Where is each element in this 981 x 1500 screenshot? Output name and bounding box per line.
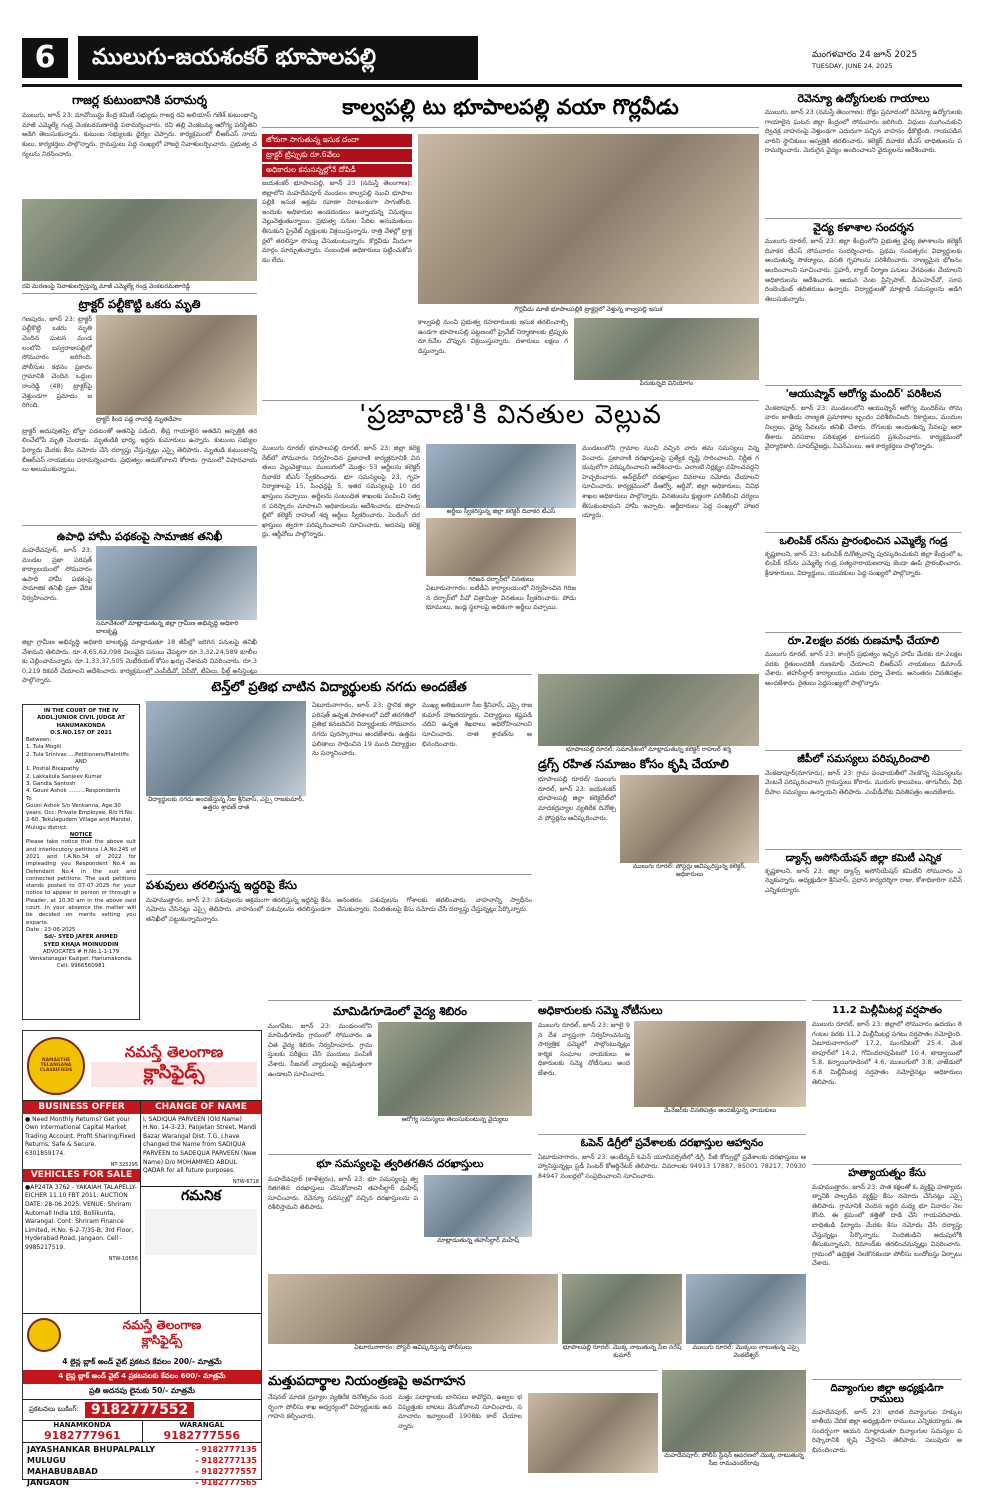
tenth-body-2: ముఖ్య అతిథులుగా సీఐ శ్రీనివాస్, ఎస్సై రాజకుమార్ హాజరయ్యారు. విద్యార్థులు కష్టపడి చదివి ఉన్నత శిఖరాలు అధిరోహించాలని సూచించారు. దాత శ్రావణ్‌ను అభినందించారు.	[422, 701, 532, 748]
tenth-headline: టెన్త్‌లో ప్రతిభ చాటిన విద్యార్థులకు నగదు అందజేత	[211, 680, 467, 695]
article-10-headline: డ్యాన్స్ అసోసియేషన్ జిల్లా కమిటీ ఎన్నిక	[765, 849, 962, 867]
rate-line-3: ప్రతి అదనపు లైనుకు 50/- మాత్రమే	[89, 1386, 195, 1395]
bottom-photo-4	[662, 1370, 806, 1452]
date-telugu: మంగళవారం 24 జూన్ 2025	[812, 50, 918, 60]
masthead-rule	[22, 84, 962, 87]
rate-line-1: 4 లైన్ల బ్లాక్ అండ్ వైట్ ప్రకటన కేవలం 200/- మాత్రమే	[62, 1357, 222, 1366]
article-4-body: ములుగు, జూన్ 23 (నమస్తే తెలంగాణ): రోడ్డు ప్రమాదంలో రెవెన్యూ ఉద్యోగులకు గాయాలైన ఘటన జిల్లా కేంద్రంలో సోమవారం జరిగింది. విధులు ముగించుకుని ద్విచక్ర వాహనంపై వెళ్తుండగా ఎదురుగా వచ్చిన వాహనం ఢీకొట్టింది. గాయపడిన వారిని స్థానికులు ఆస్పత్రికి తరలించారు. కలెక్టర్ దివాకర టీఎస్ బాధితులను పరామర్శించారు. మెరుగైన వైద్యం అందించాలని వైద్యులను ఆదేశించారు.	[765, 108, 962, 155]
open-degree-story	[538, 1134, 806, 1200]
legal-to-address: Gouni Ashok S/o Venkanna, Age:30 years, Occ: Private Employee, R/o H.No. 2-60, Tekulagudem Village and Mandal, Mulugu district.	[26, 802, 134, 831]
lead-headline: కాల్వపల్లి టు భూపాలపల్లి వయా గొర్లవీడు	[262, 90, 759, 128]
prajavani-photo-2	[426, 518, 576, 576]
classifieds-emblem-2	[27, 1318, 61, 1352]
classifieds-brand-2-sub: క్లాసిఫైడ్స్	[141, 1332, 183, 1347]
warangal-phone: 9182777556	[163, 1429, 241, 1442]
office-row: JAYASHANKAR BHUPALPALLY - 9182777135	[27, 1445, 257, 1454]
article-9-headline: జీపీలో సమస్యలు పరిష్కరించాలి	[765, 750, 962, 769]
lead-body-2: కాల్వపల్లి నుంచి ప్రభుత్వ రహదారులకు ఇసుక తరలించాల్సి ఉండగా భూపాలపల్లి పట్టణంలో ప్రైవేట్ నిర్మాణాలకు ట్రిప్పుకు రూ.6వేల చొప్పున విక్రయిస్తున్నారు. దళారులు లక్షలు గడిస్తున్నారు.	[418, 318, 568, 355]
classifieds-emblem	[27, 1037, 85, 1095]
land-photo	[424, 1175, 532, 1237]
classifieds-block	[22, 1030, 262, 1487]
cattle-story	[146, 874, 532, 990]
notice-caption: మేనేజర్‌కు వినతిపత్రం అందజేస్తున్న నాయకులు	[634, 1107, 806, 1115]
article-1-headline: గాజర్ల కుటుంబానికి పరామర్శ	[72, 93, 207, 107]
legal-r3: 3. Gandla Santosh	[26, 780, 76, 787]
bottom-photo-strip	[268, 1274, 806, 1368]
article-10-body: కృష్ణకాలని, జూన్ 23: జిల్లా డ్యాన్స్ అసోసియేషన్ కమిటీని సోమవారం ఎన్నుకున్నారు. అధ్యక్షుడిగా శ్రీనివాస్, ప్రధాన కార్యదర్శిగా రాజు, కోశాధికారిగా నవీన్ ఎన్నికయ్యారు.	[765, 866, 962, 895]
drug-headline: డ్రగ్స్ రహిత సమాజం కోసం కృషి చేయాలి	[538, 757, 729, 771]
article-1-photo	[22, 199, 257, 281]
rain-headline: 11.2 మిల్లీమీటర్ల వర్షపాతం	[812, 1000, 962, 1020]
cattle-headline: పశువులు తరలిస్తున్న ఇద్దరిపై కేసు	[146, 878, 297, 892]
classifieds-brand-2: నమస్తే తెలంగాణ	[122, 1318, 202, 1333]
disabled-body: మహదేవపూర్, జూన్ 23: భారత దివ్యాంగుల హక్కుల జాతీయ వేదిక జిల్లా అధ్యక్షుడిగా రాములు ఎన్నికయ్యారు. ఈ సందర్భంగా ఆయన మాట్లాడుతూ దివ్యాంగుల సమస్యల పరిష్కారానికి కృషి చేస్తానని తెలిపారు. పలువురు అభినందించారు.	[812, 1407, 962, 1454]
left-column	[22, 90, 257, 696]
drug-photo-2	[620, 775, 759, 863]
vehicles-code: NTW-10656	[108, 1255, 138, 1262]
legal-date: Date : 23-06-2025	[26, 926, 76, 933]
medical-headline: మామిడిగూడెంలో వైద్య శిబిరం	[333, 1004, 467, 1018]
article-5-body: ములుగు రూరల్, జూన్ 23: జిల్లా కేంద్రంలోని ప్రభుత్వ వైద్య కళాశాలను కలెక్టర్ దివాకర టీఎస్ సోమవారం సందర్శించారు. ప్రథమ సంవత్సరం విద్యార్థులకు అందుతున్న సౌకర్యాలు, వసతి గృహాలను పరిశీలించారు. నాణ్యమైన భోజనం అందించాలని సూచించారు. ప్రహరీ, ల్యాబ్ నిర్మాణ పనులు వేగవంతం చేయాలని అధికారులను ఆదేశించారు. ఆయన వెంట ప్రిన్సిపాల్, డీఎంహెచ్‌వో, సూపరింటెండెంట్ తదితరులు ఉన్నారు. విద్యార్థులతో మాట్లాడి సమస్యలను అడిగి తెలుసుకున్నారు.	[765, 237, 962, 303]
drug-caption: భూపాలపల్లి రూరల్: సమావేశంలో మాట్లాడుతున్న కలెక్టర్ రాహుల్ శర్మ	[538, 746, 759, 754]
divider	[22, 525, 257, 526]
article-9-body: వెంకటాపూర్(నూగూరు), జూన్ 23: గ్రామ పంచాయతీలో నెలకొన్న సమస్యలను వెంటనే పరిష్కరించాలని గ్రామస్తులు కోరారు. మురుగు కాలువలు, తాగునీరు, వీధి దీపాల సమస్యలు ఉన్నాయని తెలిపారు. ఎంపీడీవోకు వినతిపత్రం అందజేశారు.	[765, 768, 962, 797]
lead-photo-2-caption: పేరుకున్నది వినియోగం	[574, 380, 759, 388]
prajavani-body-3: మండలంలోని గ్రామాల నుంచి వచ్చిన వారు తమ సమస్యలు విన్నవించారు. ప్రజావాణి దరఖాస్తులపై ప్రత్యేక దృష్టి సారించాలని, నిర్ణీత గడువులోగా పరిష్కరించాలని ఆదేశించారు. ఎలాంటి నిర్లక్ష్యం వహించవద్దని హెచ్చరించారు. ఆన్‌లైన్‌లో దరఖాస్తుల వివరాలు నమోదు చేయాలని సూచించారు. కార్యక్రమంలో డీఆర్వో, ఆర్డీవో, జిల్లా అధికారులు, వివిధ శాఖల అధికారులు పాల్గొన్నారు. వినతులను క్షుణ్ణంగా పరిశీలించి చర్యలు తీసుకుంటామని హామీ ఇచ్చారు. అర్జీదారులు పెద్ద సంఖ్యలో హాజరయ్యారు.	[582, 444, 759, 520]
notice-body: ములుగు రూరల్, జూన్ 23: జూలై 9న దేశ వ్యాప్తంగా నిర్వహించనున్న సార్వత్రిక సమ్మెలో పాల్గొంటున్నట్లు కార్మిక సంఘాల నాయకులు అధికారులకు సమ్మె నోటీసులు అందజేశారు.	[538, 1021, 630, 1078]
murder-headline: హత్యాయత్నం కేసు	[812, 1164, 962, 1183]
legal-between: Between:	[26, 737, 52, 744]
notice-photo	[634, 1021, 806, 1107]
cattle-body-1: మహముత్తారం, జూన్ 23: పశువులను అక్రమంగా తరలిస్తున్న ఇద్దరిపై కేసు నమోదు చేసినట్లు ఎస్సై తెలిపారు. వాహనంలో పశువులను తరలిస్తుండగా తనిఖీలో పట్టుకున్నామన్నారు.	[146, 895, 331, 923]
office-row: MULUGU - 9182777135	[27, 1456, 257, 1465]
change-of-name-heading: CHANGE OF NAME	[141, 1101, 261, 1114]
rate-line-2: 4 లైన్ల బ్లాక్ అండ్ వైట్ 4 ప్రకటనలకు కేవలం 600/- మాత్రమే	[23, 1370, 261, 1384]
tenth-caption: విద్యార్థులకు నగదు అందజేస్తున్న సీఐ శ్రీనివాస్, ఎస్సై రాజకుమార్, ఉత్తరం శ్రావణ్ దాత	[147, 796, 305, 812]
page-date	[812, 50, 962, 72]
article-7-headline: ఒలింపిక్ రన్‌ను ప్రారంభించిన ఎమ్మెల్యే గండ్ర	[765, 532, 962, 550]
drug-story	[538, 674, 759, 914]
classifieds-brand: నమస్తే తెలంగాణ	[124, 1042, 224, 1061]
article-2-caption: ట్రాక్టర్ కింద పడ్డ రాంరెడ్డి మృతదేహం	[96, 415, 257, 424]
legal-notice	[22, 704, 140, 1020]
legal-and: AND	[75, 759, 87, 766]
legal-os: O.S.NO.157 OF 2021	[50, 729, 112, 736]
office-row: MAHABUBABAD - 9182777557	[27, 1467, 257, 1476]
page-number: 6	[22, 38, 68, 78]
bottom-photo-3	[686, 1274, 806, 1344]
legal-court: IN THE COURT OF THE IV ADDL.JUNIOR CIVIL JUDGE AT HANUMAKONDA	[37, 708, 125, 729]
legal-r1: 1. Poshal Bixapathy	[26, 766, 80, 773]
article-3-lead: మహదేవపూర్, జూన్ 23: మండల ప్రజా పరిషత్ కార్యాలయంలో సోమవారం ఉపాధి హామీ పథకంపై సామాజిక తనిఖీ ప్రజా వేదిక నిర్వహించారు.	[22, 545, 92, 602]
tenth-story	[146, 674, 532, 870]
legal-sig1: Sd/- SYED JAFER AHMED	[44, 934, 118, 941]
land-body: మహదేవపూర్ (కాళేశ్వరం), జూన్ 23: భూ సమస్యలపై త్వరితగతిన దరఖాస్తులు చేసుకోవాలని తహసీల్దార్ మహేష్ సూచించారు. రెవెన్యూ సదస్సుల్లో వచ్చిన దరఖాస్తులను పరిశీలిస్తామని తెలిపారు.	[268, 1174, 418, 1212]
change-of-name-code: NTW-6718	[232, 1178, 259, 1185]
change-of-name-body: I, SADIQUA PARVEEN (Old Name) H.No. 14-3-23, Panjetan Street, Mandi Bazar Warangal Dist. T.G. I have changed the Name from SADIQUA PARVEEN to SADEQUA PARVEEN (New Name) D/o MOHAMMED ABDUL QADAR for all future purposes.	[143, 1115, 257, 1175]
legal-p1: 1. Tula Mogili	[26, 744, 62, 751]
article-7-body: కృష్ణకాలని, జూన్ 23: ఒలింపిక్ దినోత్సవాన్ని పురస్కరించుకుని జిల్లా కేంద్రంలో ఒలింపిక్ రన్‌ను ఎమ్మెల్యే గండ్ర సత్యనారాయణరావు జెండా ఊపి ప్రారంభించారు. క్రీడాకారులు, విద్యార్థులు, యువకులు పెద్ద సంఖ్యలో పాల్గొన్నారు.	[765, 549, 962, 577]
bottom-photo-4-wrap	[662, 1370, 806, 1482]
prajavani-photo-1	[426, 444, 576, 508]
disabled-headline: దివ్యాంగుల జిల్లా అధ్యక్షుడిగా రాములు	[812, 1379, 962, 1408]
hanamkonda-label: HANAMKONDA	[53, 1421, 112, 1429]
rain-body: ములుగు రూరల్, జూన్ 23: జిల్లాలో సోమవారం ఉదయం 8 గంటల వరకు 11.2 మిల్లీమీటర్ల సగటు వర్షపాతం నమోదైంది. ఏటూరునాగారంలో 17.2, మంగపేటలో 25.4, వెంకటాపూర్‌లో 14.2, గోవిందరావుపేటలో 10.4, తాడ్వాయిలో 5.8, కన్నాయిగూడెంలో 4.6, ములుగులో 3.8, వాజేడులో 6.8 మిల్లీమీటర్ల వర్షపాతం నమోదైనట్లు అధికారులు తెలిపారు.	[812, 1020, 962, 1086]
medical-body: మంగపేట, జూన్ 23: మండలంలోని మామిడిగూడెం గ్రామంలో సోమవారం ఉచిత వైద్య శిబిరం నిర్వహించారు. గ్రామస్తులకు పరీక్షలు చేసి మందులు పంపిణీ చేశారు. సీజనల్ వ్యాధులపై అప్రమత్తంగా ఉండాలని సూచించారు.	[268, 1021, 372, 1078]
legal-r2: 2. Lakkakula Sanjeev Kumar	[26, 773, 103, 780]
land-caption: మాట్లాడుతున్న తహసీల్దార్ మహేష్	[424, 1237, 532, 1245]
vehicles-heading: VEHICLES FOR SALE	[23, 1169, 140, 1182]
bottom-caption-1: ఏటూరునాగారం: పోస్టర్ ఆవిష్కరిస్తున్న పోలీసులు	[268, 1344, 558, 1352]
right-column-bottom	[812, 1000, 962, 1480]
tenth-body-1: ఏటూరునాగారం, జూన్ 23: స్థానిక జిల్లా పరిషత్ ఉన్నత పాఠశాలలో పదో తరగతిలో ప్రతిభ కనబరిచిన విద్యార్థులకు సోమవారం నగదు పురస్కారాలు అందజేశారు. ఉత్తమ ఫలితాలు సాధించిన 19 మంది విద్యార్థులను సన్మానించారు.	[312, 701, 416, 758]
booking-phone: 9182777552	[85, 1402, 194, 1418]
land-headline: భూ సమస్యలపై త్వరితగతిన దరఖాస్తులు	[316, 1158, 484, 1170]
prajavani-caption-1: అర్జీలు స్వీకరిస్తున్న జిల్లా కలెక్టర్ దివాకర టీఎస్	[426, 508, 576, 516]
bottom-caption-4: మహదేవపూర్: పోలీస్ స్టేషన్ ఆవరణలో మొక్క నాటుతున్న సీఐ రామచందర్‌రావు	[662, 1452, 806, 1468]
lead-body-1: జయశంకర్ భూపాలపల్లి, జూన్ 23 (నమస్తే తెలంగాణ): జిల్లాలోని మహదేవపూర్ మండలం కాల్వపల్లి నుంచి భూపాలపల్లికి ఇసుక అక్రమ రవాణా నిరాటంకంగా సాగుతోంది. ఇందుకు అధికారుల అండదండలు ఉన్నాయన్న విమర్శలు వెల్లువెత్తుతున్నాయి. ప్రభుత్వ పనుల పేరిట అనుమతులు తీసుకుని ప్రైవేట్ వ్యక్తులకు విక్రయిస్తున్నారు. రాత్రి వేళల్లో ట్రాక్టర్లలో తరలిస్తూ సొమ్ము చేసుకుంటున్నారు. కొర్లవీడు మీదుగా మార్గం మార్చుతున్నారు. సంబంధిత అధికారులు పట్టించుకోవడం లేదు.	[262, 179, 412, 264]
tenth-photo	[146, 701, 306, 796]
awareness-headline: మత్తుపదార్థాల నియంత్రణపై అవగాహన	[268, 1374, 466, 1389]
article-5-headline: వైద్య కళాశాల సందర్శన	[765, 218, 962, 237]
gamanika-box	[145, 1209, 257, 1255]
medical-photo	[378, 1022, 532, 1116]
bottom-caption-2: భూపాలపల్లి రూరల్: మొక్క నాటుతున్న సీఐ నరేష్ కుమార్	[562, 1344, 682, 1359]
legal-body: Please take notice that the above suit and interlocutory petitions I.A.No.245 of 2021 and I.A.No.34 of 2022 for impleading you Respondent No.4 as Defendant No.4 in the suit and connected petitions. The said petitions stands posted to 07-07-2025 for your notice to appear in person or through a Pleader, at 10.30 am in the above said court. In your absence the matter will be decided on merits setting you exparte.	[26, 839, 136, 926]
article-2-body: ట్రాక్టర్ అదుపుతప్పి బోల్తా పడటంతో అతనిపై పడింది. తీవ్ర గాయాలైన అతడిని ఆస్పత్రికి తరలించేలోపే మృతి చెందాడు. మృతుడికి భార్య, ఇద్దరు కుమారులు ఉన్నారు. కుటుంబ సభ్యుల ఫిర్యాదు మేరకు కేసు నమోదు చేసి దర్యాప్తు చేస్తున్నట్లు ఎస్సై తెలిపారు. మృతుడి కుటుంబాన్ని బీఆర్ఎస్ నాయకులు పరామర్శించారు. ప్రభుత్వం ఆదుకోవాలని కోరారు. గ్రామంలో విషాదఛాయలు అలుముకున్నాయి.	[22, 426, 257, 474]
medical-story	[268, 1000, 532, 1152]
article-1-body: ములుగు, జూన్ 23: మావోయిస్టు కేంద్ర కమిటీ సభ్యుడు గాజర్ల రవి అలియాస్ గణేశ్ కుటుంబాన్ని మాజీ ఎమ్మెల్యే గండ్ర వెంకటరమణారెడ్డి పరామర్శించారు. రవి తల్లి వెంకటమ్మ ఆరోగ్య పరిస్థితిని అడిగి తెలుసుకున్నారు. కుటుంబ సభ్యులకు ధైర్యం చెప్పారు. కార్యక్రమంలో బీఆర్ఎస్ నాయకులు, కార్యకర్తలు పాల్గొన్నారు. గ్రామస్తులు పెద్ద సంఖ్యలో హాజరై నివాళులర్పించారు. ప్రభుత్వ చర్యలను నిరసించారు.	[22, 111, 257, 158]
legal-sig2: SYED KHAJA MOINUDDIN	[43, 941, 119, 948]
lead-bullet-3: అధికారుల కనుసన్నల్లోనే దోపిడీ	[262, 164, 412, 177]
drug-photo	[538, 674, 759, 746]
article-8-headline: రూ.2లక్షల వరకు రుణమాఫీ చేయాలి	[765, 632, 962, 651]
right-column	[765, 90, 962, 895]
classifieds-brand-sub: క్లాసిఫైడ్స్	[91, 1062, 257, 1087]
cattle-body-2: అనంతరం పశువులను గోశాలకు తరలించారు. వాహనాన్ని స్వాధీనం చేసుకున్నారు. నిందితులపై కేసు నమోదు చేసి దర్యాప్తు చేస్తున్నట్లు పేర్కొన్నారు.	[337, 895, 532, 914]
gamanika-heading: గమనిక	[141, 1186, 261, 1206]
lead-photo-2	[574, 318, 759, 380]
article-2-headline: ట్రాక్టర్ పల్టీకొట్టి ఒకరు మృతి	[78, 297, 201, 312]
business-offer-body: ● Need Monthly Returns? Get your Own Intermational Capital Market Trading Account. Profit Sharing/Fixed Returns, Safe & Secure. 6301859174.	[25, 1115, 136, 1157]
awareness-body-2: మత్తు పదార్థాలకు బానిసలు కావొద్దని, ఉజ్వల భవిష్యత్తుకు బాటలు వేసుకోవాలని సూచించారు. సమాచారం ఇవ్వాలంటే 1908కు కాల్ చేయాలన్నారు.	[398, 1393, 522, 1431]
awareness-story	[268, 1370, 658, 1482]
open-degree-body: ఏటూరునాగారం, జూన్ 23: అంబేద్కర్ ఓపెన్ యూనివర్సిటీలో డిగ్రీ, పీజీ కోర్సుల్లో ప్రవేశాలకు దరఖాస్తులు ఆహ్వానిస్తున్నట్లు స్టడీ సెంటర్ కోఆర్డినేటర్ తెలిపారు. వివరాలకు 94913 17887, 85001 78217, 70930 84947 నంబర్లలో సంప్రదించాలని సూచించారు.	[538, 1152, 806, 1180]
legal-p2: 2. Tula Srinivas ....Petitioners/Plaintiffs	[26, 751, 129, 758]
legal-r4: 4. Gouni Ashok ..........Respondents	[26, 788, 121, 795]
lead-story	[262, 90, 759, 396]
land-story	[268, 1154, 532, 1272]
drug-caption-2: ములుగు రూరల్: పోస్టర్లు ఆవిష్కరిస్తున్న కలెక్టర్, అధికారులు	[620, 863, 759, 879]
business-offer-heading: BUSINESS OFFER	[23, 1101, 140, 1114]
notice-story	[538, 1000, 806, 1132]
prajavani-headline: 'ప్రజావాణి'కి వినతుల వెల్లువ	[359, 400, 662, 430]
lead-photo	[418, 134, 759, 304]
article-4-headline: రెవెన్యూ ఉద్యోగులకు గాయాలు	[797, 92, 930, 105]
bottom-photo-1	[268, 1274, 558, 1344]
article-2-lead: గణపురం, జూన్ 23: ట్రాక్టర్ పల్టీకొట్టి ఒకరు మృతి చెందిన ఘటన మండలంలోని బస్వరాజుపల్లిలో సోమవారం జరిగింది. పోలీసుల కథనం ప్రకారం గ్రామానికి చెందిన ఒద్దుల రాంరెడ్డి (48) ట్రాక్టర్‌పై వెళ్తుండగా ప్రమాదం జరిగింది.	[22, 314, 92, 410]
legal-sig3: ADVOCATES # H.No.1-1-179	[42, 948, 120, 955]
legal-notice-title: NOTICE	[69, 832, 93, 839]
prajavani-body-1: ములుగు రూరల్/ భూపాలపల్లి రూరల్, జూన్ 23: జిల్లా కలెక్టరేట్‌లో సోమవారం నిర్వహించిన ప్రజావాణి కార్యక్రమానికి వినతులు వెల్లువెత్తాయి. ములుగులో మొత్తం 53 అర్జీలను కలెక్టర్ దివాకర టీఎస్ స్వీకరించారు. భూ సమస్యలపై 23, గృహ నిర్మాణాలపై 15, పింఛన్లపై 5, ఇతర సమస్యలపై 10 దరఖాస్తులు వచ్చాయి. అర్జీలను సంబంధిత శాఖలకు పంపించి సత్వర పరిష్కారం చూపాలని అధికారులను ఆదేశించారు. భూపాలపల్లిలో కలెక్టర్ రాహుల్ శర్మ అర్జీలు స్వీకరించారు. పెండింగ్ దరఖాస్తులు త్వరగా పరిష్కరించాలని సూచించారు. అదనపు కలెక్టర్లు, ఆర్డీవోలు పాల్గొన్నారు.	[262, 444, 420, 539]
business-offer-code: NT-325295	[110, 1161, 138, 1168]
article-3-caption: సమావేశంలో మాట్లాడుతున్న జిల్లా గ్రామీణ అభివృద్ధి అధికారి బాలకృష్ణ	[96, 620, 257, 636]
legal-sig4: Venkatanagar Kazipet, Hanumakonda. Cell: 9966560981	[29, 956, 133, 970]
emblem-text: NAMASTHE TELANGANA CLASSIFIEDS	[39, 1058, 73, 1073]
article-3-body: జిల్లా గ్రామీణ అభివృద్ధి అధికారి బాలకృష్ణ మాట్లాడుతూ 18 జీపీల్లో జరిగిన పనులపై తనిఖీ చేశామని తెలిపారు. రూ.4,65,62,098 విలువైన పనులు చేపట్టగా రూ.3,32,24,589 కూలీలకు చెల్లించామన్నారు. రూ.1,33,37,505 మెటీరియల్ కోసం ఖర్చు చేశామని వివరించారు. రూ.30,219 రికవరీ చేయాలని ఆదేశించారు. కార్యక్రమంలో ఎంపీడీవో, ఏపీవో, టీఏలు, ఫీల్డ్ అసిస్టెంట్లు పాల్గొన్నారు.	[22, 637, 257, 685]
office-row: JANGAON - 9182777565	[27, 1478, 257, 1487]
hanamkonda-phone: 9182777961	[43, 1429, 121, 1442]
open-degree-headline: ఓపెన్ డిగ్రీలో ప్రవేశాలకు దరఖాస్తుల ఆహ్వానం	[580, 1137, 764, 1149]
warangal-label: WARANGAL	[179, 1421, 225, 1429]
notice-headline: అధికారులకు సమ్మె నోటీసులు	[538, 1004, 663, 1017]
article-6-body: వెంకటాపూర్, జూన్ 23: మండలంలోని ఆయుష్మాన్ ఆరోగ్య మందిర్‌ను సోమవారం జాతీయ నాణ్యత ప్రమాణాల బృందం పరిశీలించింది. రికార్డులు, మందుల నిల్వలు, వైద్య సేవలను తనిఖీ చేశారు. రోగులకు అందుతున్న సేవలపై ఆరా తీశారు. పరిసరాల పరిశుభ్రత బాగుందని ప్రశంసించారు. కార్యక్రమంలో వైద్యాధికారి, సూపర్‌వైజర్లు, ఏఎన్‌ఎంలు, ఆశ కార్యకర్తలు పాల్గొన్నారు.	[765, 403, 962, 451]
page-title: ములుగు-జయశంకర్ భూపాలపల్లి	[78, 36, 478, 80]
prajavani-body-2: ఏటూరునాగారం: ఐటీడీఏ కార్యాలయంలో నిర్వహించిన గిరిజన దర్బార్‌లో పీవో చిత్రామిశ్రా వినతులు స్వీకరించారు. పోడు భూములు, ఇండ్ల స్థలాలపై అధికంగా అర్జీలు వచ్చాయి.	[426, 584, 576, 612]
awareness-photo	[528, 1393, 658, 1473]
prajavani-caption-2: గిరిజన దర్బార్‌లో వినతులు	[426, 576, 576, 584]
article-2-photo	[96, 315, 257, 415]
bottom-caption-3: ములుగు రూరల్: మొక్కలు నాటుతున్న ఎస్సై వెంకటేశ్వర్	[686, 1344, 806, 1360]
date-english: TUESDAY, JUNE 24, 2025	[812, 62, 893, 70]
booking-label: ప్రకటనలు బుకింగ్:	[29, 1405, 79, 1413]
prajavani-story	[262, 444, 759, 666]
drug-body: భూపాలపల్లి రూరల్/ ములుగు రూరల్, జూన్ 23: జయశంకర్ భూపాలపల్లి జిల్లా కలెక్టరేట్‌లో మాదకద్రవ్యాల వ్యతిరేక దినోత్సవ పోస్టర్లను ఆవిష్కరించారు.	[538, 775, 616, 822]
article-3-headline: ఉపాధి హామీ పథకంపై సామాజిక తనిఖీ	[56, 529, 223, 543]
prajavani-header	[262, 400, 759, 430]
article-6-headline: 'ఆయుష్మాన్ ఆరోగ్య మందిర్' పరిశీలన	[765, 385, 962, 404]
lead-photo-caption: గొర్లవీడు మాజీ భూపాలపల్లికి ట్రాక్టర్లలో వెళ్తున్న కాల్వపల్లి ఇసుక	[418, 304, 759, 316]
legal-to: To	[26, 795, 32, 802]
awareness-body-1: నేషనల్ మాదక ద్రవ్యాల వ్యతిరేక దినోత్సవం సందర్భంగా పోలీసు శాఖ ఆధ్వర్యంలో విద్యార్థులకు అవగాహన కల్పించారు.	[268, 1393, 392, 1421]
vehicles-body: ●AP24TA 3762 - YAKAIAH TALAPELLY- EICHER 11.10 FBT 2011. AUCTION DATE: 28-06.2025. VENUE: Shriram Automall India Ltd, Bollikunta, Warangal. Cont: Shriram Finance Limited, H.No. 6-2-7/35-B, 3rd Floor, Hyderabad Road, Jangaon. Cell - 9985217519.	[25, 1183, 137, 1251]
lead-bullet-2: ట్రాక్టర్ ట్రిప్పుకు రూ.6వేలు	[262, 149, 412, 162]
lead-bullet-1: జోరుగా సాగుతున్న ఇసుక దందా	[262, 134, 412, 147]
bottom-photo-2	[562, 1274, 682, 1344]
murder-body: మహముత్తారం, జూన్ 23: పాత కక్షలతో ఓ వ్యక్తిపై హత్యాయత్నానికి పాల్పడిన వ్యక్తిపై కేసు నమోదు చేసినట్లు ఎస్సై తెలిపారు. గ్రామానికి చెందిన ఇద్దరి మధ్య భూ వివాదం నెలకొంది. ఈ క్రమంలో కత్తితో దాడి చేసి గాయపరిచాడు. బాధితుడి ఫిర్యాదు మేరకు కేసు నమోదు చేసి దర్యాప్తు చేస్తున్నట్లు పేర్కొన్నారు. నిందితుడిని అదుపులోకి తీసుకున్నామని, రిమాండ్‌కు తరలించనున్నట్లు వివరించారు. గ్రామంలో ఉద్రిక్తత నెలకొనకుండా పోలీసు బందోబస్తు ఏర్పాటు చేశారు.	[812, 1182, 962, 1268]
medical-caption: ఆరోగ్య సమస్యలు తెలుసుకుంటున్న వైద్యులు	[378, 1116, 532, 1124]
article-8-body: ములుగు రూరల్, జూన్ 23: కాంగ్రెస్ ప్రభుత్వం ఇచ్చిన హామీ మేరకు రూ.2లక్షల వరకు రైతులందరికీ రుణమాఫీ చేయాలని బీఆర్ఎస్ నాయకులు డిమాండ్ చేశారు. తహసీల్దార్ కార్యాలయం ఎదుట ధర్నా చేశారు. అనంతరం వినతిపత్రం అందజేశారు. రైతులు పెద్దసంఖ్యలో పాల్గొన్నారు.	[765, 650, 962, 688]
article-3-photo	[96, 546, 257, 620]
article-1-caption: రవి మరణంపై నివాళులర్పిస్తున్న మాజీ ఎమ్మెల్యే గండ్ర వెంకటరమణారెడ్డి	[22, 281, 257, 294]
